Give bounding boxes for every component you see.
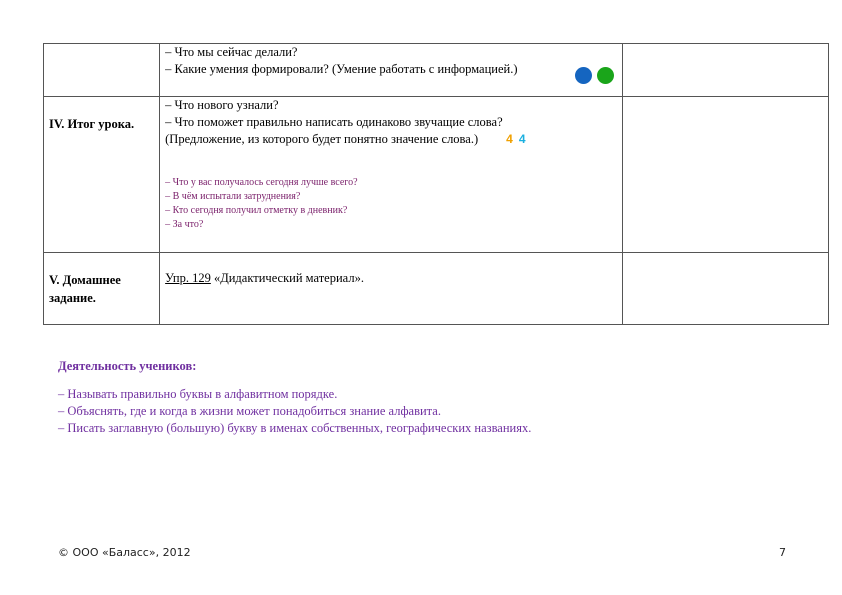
- activity-item: – Объяснять, где и когда в жизни может понадобиться знание алфавита.: [58, 404, 441, 418]
- stage-label-line: задание.: [49, 291, 96, 305]
- grade-marks: [506, 132, 531, 146]
- question-line: – Какие умения формировали? (Умение работать с информацией.): [165, 62, 518, 76]
- grade-mark: 4: [506, 132, 513, 146]
- self-assessment-dots: [575, 67, 614, 84]
- page-number: 7: [779, 546, 786, 559]
- stage-cell: [44, 97, 160, 253]
- content-cell: [160, 253, 623, 325]
- reflection-question: – В чём испытали затруднения?: [165, 191, 301, 202]
- notes-cell: [622, 44, 828, 97]
- question-line: – Что нового узнали?: [165, 98, 279, 112]
- stage-label-line: V. Домашнее: [49, 273, 121, 287]
- stage-cell: [44, 253, 160, 325]
- green-circle-icon: [597, 67, 614, 84]
- question-line: – Что мы сейчас делали?: [165, 45, 298, 59]
- notes-cell: [622, 97, 828, 253]
- content-cell: [160, 97, 623, 253]
- stage-label: [44, 253, 159, 307]
- reflection-questions: [165, 176, 622, 232]
- answer-line: [165, 131, 622, 148]
- question-line: – Что поможет правильно написать одинаково звучащие слова?: [165, 115, 503, 129]
- lesson-table: [43, 43, 829, 325]
- stage-label: IV. Итог урока.: [49, 117, 135, 131]
- table-row: [44, 97, 829, 253]
- stage-label: [44, 44, 159, 48]
- copyright: © ООО «Баласс», 2012: [58, 546, 191, 559]
- reflection-question: – Кто сегодня получил отметку в дневник?: [165, 205, 348, 216]
- student-activities: [58, 358, 531, 437]
- reflection-question: – Что у вас получалось сегодня лучше всего?: [165, 177, 358, 188]
- stage-cell: [44, 44, 160, 97]
- exercise-link[interactable]: Упр. 129: [165, 271, 211, 285]
- notes-cell: [622, 253, 828, 325]
- activities-title: Деятельность учеников:: [58, 359, 197, 373]
- activity-item: – Называть правильно буквы в алфавитном порядке.: [58, 387, 338, 401]
- table-row: [44, 44, 829, 97]
- homework-text: «Дидактический материал».: [210, 271, 364, 285]
- answer-text: (Предложение, из которого будет понятно значение слова.): [165, 132, 479, 146]
- table-row: [44, 253, 829, 325]
- blue-circle-icon: [575, 67, 592, 84]
- content-cell: [160, 44, 623, 97]
- reflection-question: – За что?: [165, 219, 204, 230]
- activity-item: – Писать заглавную (большую) букву в именах собственных, географических названиях.: [58, 421, 532, 435]
- grade-mark: 4: [518, 132, 526, 146]
